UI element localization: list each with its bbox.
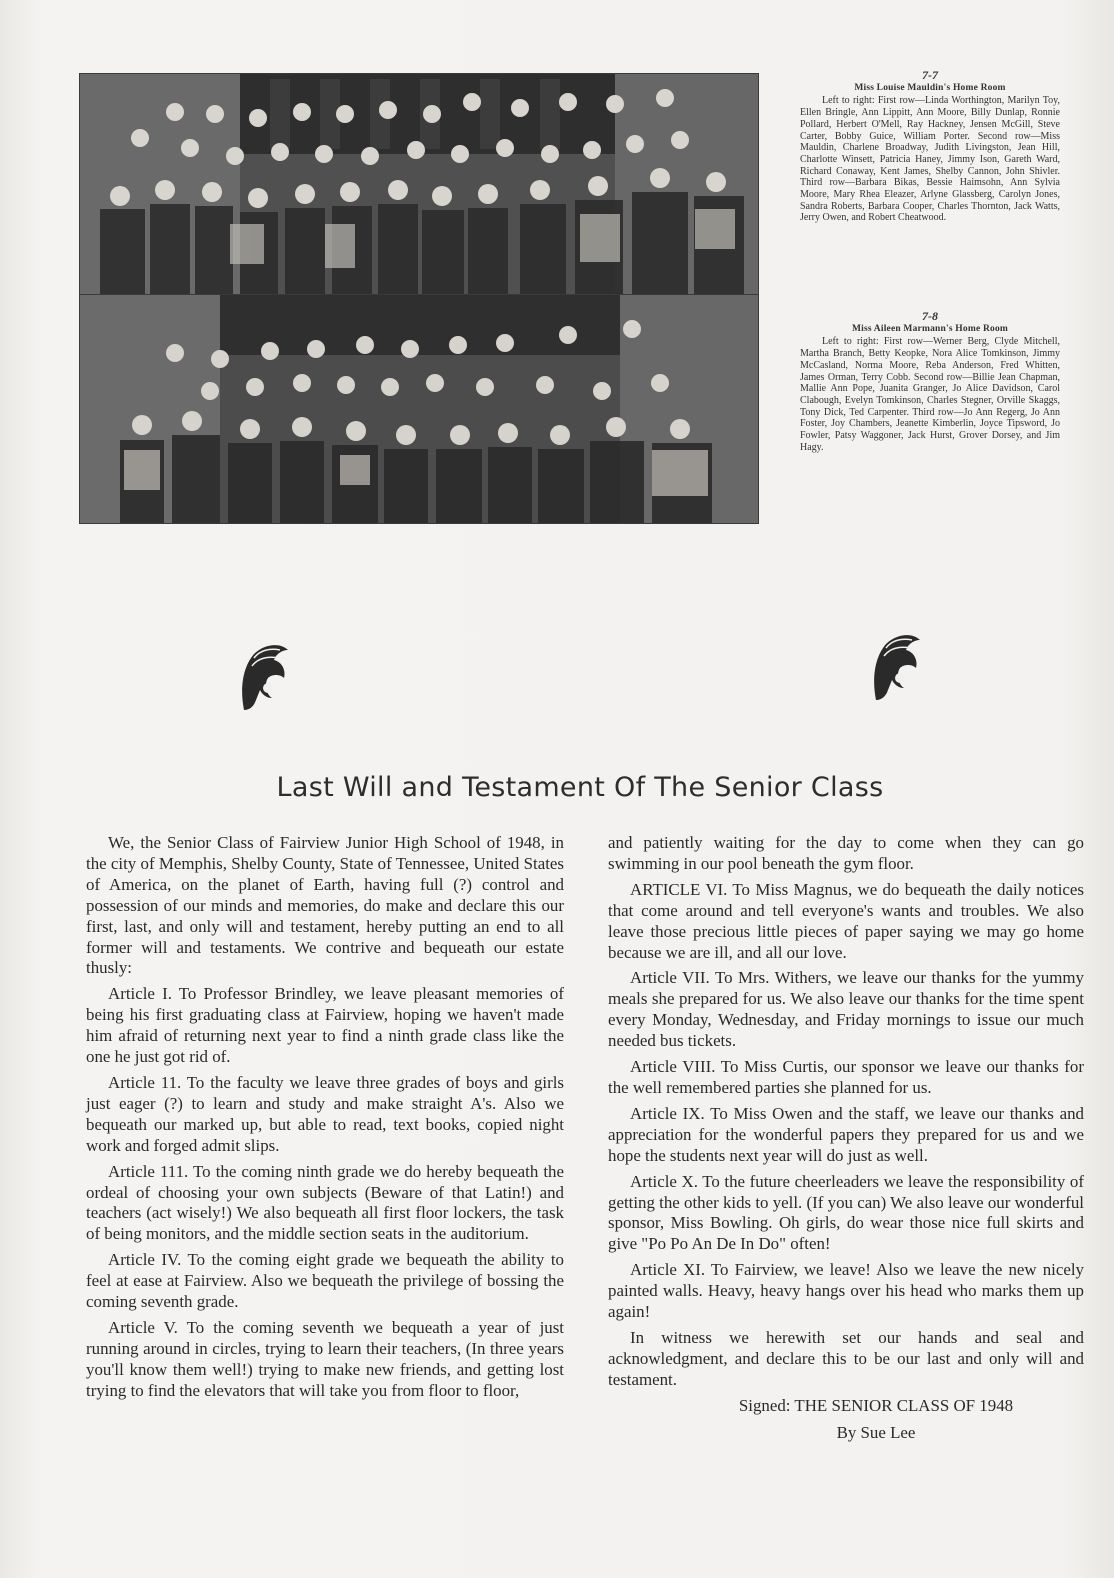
article-right-column bbox=[608, 833, 1084, 1448]
class-photo-7-7 bbox=[79, 73, 759, 297]
helmet-emblem-icon bbox=[868, 630, 924, 708]
article-left-column bbox=[86, 833, 564, 1407]
article-paragraph: Article IV. To the coming eight grade we bequeath the ability to feel at ease at Fairview. Also we bequeath the privilege of bossing the coming seventh grade. bbox=[86, 1250, 564, 1312]
caption-home-room: Miss Aileen Marmann's Home Room bbox=[851, 323, 1009, 334]
caption-title: 7-7 bbox=[922, 68, 938, 82]
signature: Signed: THE SENIOR CLASS OF 1948 bbox=[738, 1395, 1014, 1415]
photo-caption-7-7 bbox=[800, 70, 1060, 224]
article-closing: In witness we herewith set our hands and seal and acknowledgment, and declare this to be our last and only will and testament. bbox=[608, 1327, 1084, 1389]
article-preamble: We, the Senior Class of Fairview Junior High School of 1948, in the city of Memphis, Shelby County, State of Tennessee, United States of America, on the planet of Earth, having full (?) control and possession of our minds and memories, do make and declare this our first, last, and only will and testament, hereby putting an end to all former will and testaments. We contrive and bequeath our estate thusly: bbox=[86, 833, 564, 978]
article-paragraph: Article V. To the coming seventh we bequeath a year of just running around in circles, trying to learn their teachers, (In three years you'll know them well!) trying to make new friends, and getting lost trying to find the elevators that will take you from floor to floor, bbox=[86, 1317, 564, 1400]
caption-names: Left to right: First row—Linda Worthington, Marilyn Toy, Ellen Bringle, Ann Lippitt, Ann Moore, Billy Dunlap, Ronnie Pollard, Herbert O'Mell, Ray Hackney, Jensen McGill, Steve Carter, Bobby Guice, William Porter. Second row—Miss Mauldin, Charlene Broadway, Judith Livingston, Jean Hill, Charlotte Winsett, Patricia Haney, Jimmy Ison, Gareth Ward, Richard Conaway, Kent James, Shelby Cannon, John Shivler. Third row—Barbara Bikas, Bessie Haimsohn, Ann Sylvia Moore, Mary Rhea Eleazer, Arlyne Glassberg, Carolyn Jones, Sandra Roberts, Barbara Cooper, Charles Thornton, Jack Watts, Jerry Owen, and Robert Cheatwood. bbox=[800, 95, 1060, 224]
class-photo-7-8 bbox=[79, 294, 759, 524]
article-paragraph: Article IX. To Miss Owen and the staff, we leave our thanks and appreciation for the wonderful papers they prepared for us and we hope the students next year will do just as well. bbox=[608, 1103, 1084, 1165]
byline: By Sue Lee bbox=[836, 1422, 916, 1442]
article-paragraph: ARTICLE VI. To Miss Magnus, we do bequeath the daily notices that come around and tell everyone's wants and troubles. We also leave those precious little pieces of paper saying we may go home because we are ill, and all our love. bbox=[608, 879, 1084, 962]
article-continuation: and patiently waiting for the day to come when they can go swimming in our pool beneath the gym floor. bbox=[608, 833, 1084, 873]
article-paragraph: Article 111. To the coming ninth grade we do hereby bequeath the ordeal of choosing your own subjects (Beware of that Latin!) and teachers (act wisely!) We also bequeath all first floor lockers, the task of being monitors, and the middle section seats in the auditorium. bbox=[86, 1161, 564, 1244]
photo-caption-7-8 bbox=[800, 311, 1060, 453]
article-paragraph: Article 11. To the faculty we leave three grades of boys and girls just eager (?) to learn and study and make straight A's. Also we bequeath our marked up, but able to read, text books, copied night work and forged admit slips. bbox=[86, 1072, 564, 1155]
caption-names: Left to right: First row—Werner Berg, Clyde Mitchell, Martha Branch, Betty Keopke, Nora Alice Tomkinson, Jimmy McCasland, Norma Moore, Reba Anderson, Fred Whitten, James Orman, Terry Cobb. Second row—Billie Jean Chapman, Mallie Ann Pope, Juanita Granger, Jo Alice Davidson, Carol Clabough, Evelyn Tomkinson, Charles Stegner, Orville Skaggs, Tony Dick, Ted Carpenter. Third row—Jo Ann Regerg, Jo Ann Foster, Joy Chambers, Jeanette Kimberlin, Joyce Tipsword, Jo Fowler, Patsy Waggoner, Jack Hurst, Grover Dorsey, and Jim Hagy. bbox=[800, 336, 1060, 453]
article-paragraph: Article I. To Professor Brindley, we leave pleasant memories of being his first graduating class at Fairview, hoping we haven't made him afraid of returning next year to find a ninth grade class like the one he just got rid of. bbox=[86, 984, 564, 1067]
article-paragraph: Article VIII. To Miss Curtis, our sponsor we leave our thanks for the well remembered parties she planned for us. bbox=[608, 1057, 1084, 1097]
caption-home-room: Miss Louise Mauldin's Home Room bbox=[854, 82, 1006, 93]
article-headline: Last Will and Testament Of The Senior Class bbox=[276, 772, 884, 803]
article-paragraph: Article VII. To Mrs. Withers, we leave our thanks for the yummy meals she prepared for us. We also leave our thanks for the time spent every Monday, Wednesday, and Friday mornings to issue our much needed bus tickets. bbox=[608, 968, 1084, 1051]
caption-title: 7-8 bbox=[922, 309, 938, 323]
article-paragraph: Article X. To the future cheerleaders we leave the responsibility of getting the other kids to yell. (If you can) We also leave our wonderful sponsor, Miss Bowling. Oh girls, do wear those nice full skirts and give "Po Po An De In Do" often! bbox=[608, 1171, 1084, 1254]
helmet-emblem-icon bbox=[236, 640, 292, 718]
article-paragraph: Article XI. To Fairview, we leave! Also we leave the new nicely painted walls. Heavy, heavy hangs over his head who marks them up again! bbox=[608, 1260, 1084, 1322]
